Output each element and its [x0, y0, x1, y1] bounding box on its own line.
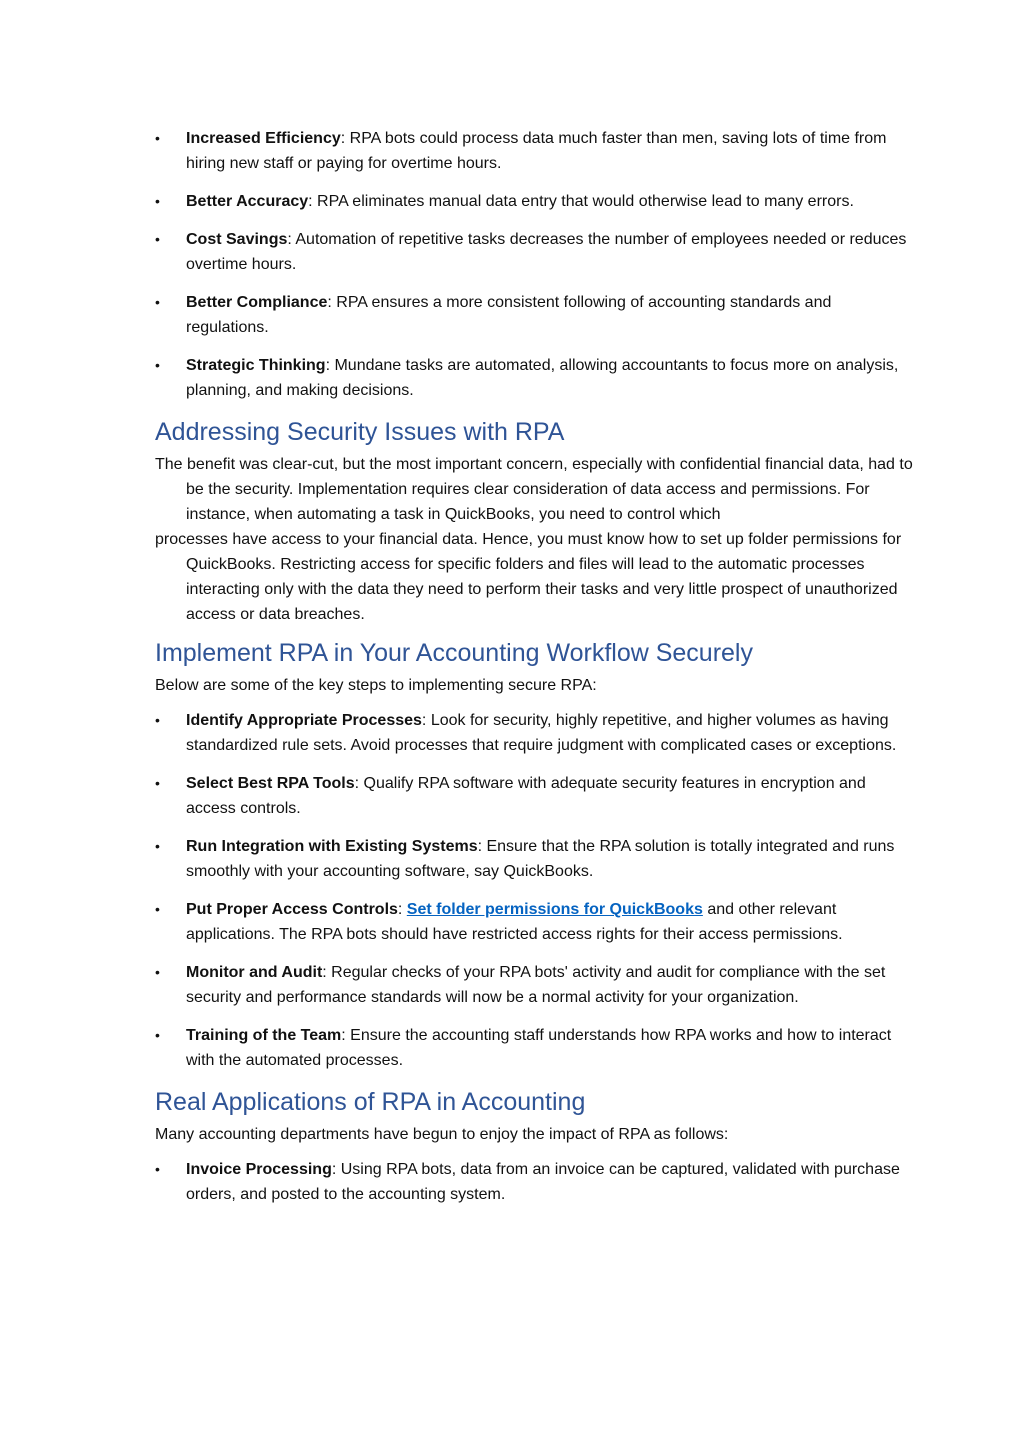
bullet-icon: • — [155, 1027, 160, 1043]
implement-heading: Implement RPA in Your Accounting Workflow Securely — [155, 639, 753, 667]
list-item — [155, 290, 915, 340]
bullet-icon: • — [155, 1161, 160, 1177]
benefits-list — [155, 126, 915, 403]
list-item-term: Cost Savings — [186, 231, 288, 248]
applications-heading: Real Applications of RPA in Accounting — [155, 1088, 586, 1116]
list-item — [155, 1023, 915, 1073]
bullet-icon: • — [155, 130, 160, 146]
list-item-term: Identify Appropriate Processes — [186, 712, 422, 729]
list-item-text: : RPA bots could process data much faster than men, saving lots of time from hiring new staff or paying for overtime hours. — [186, 130, 887, 172]
list-item — [155, 1157, 915, 1207]
bullet-icon: • — [155, 775, 160, 791]
implement-intro: Below are some of the key steps to implementing secure RPA: — [155, 677, 597, 694]
list-item — [155, 708, 915, 758]
list-item-term: Run Integration with Existing Systems — [186, 838, 478, 855]
list-item — [155, 960, 915, 1010]
list-item — [155, 189, 915, 214]
bullet-icon: • — [155, 357, 160, 373]
bullet-icon: • — [155, 964, 160, 980]
bullet-icon: • — [155, 901, 160, 917]
security-heading: Addressing Security Issues with RPA — [155, 418, 565, 446]
list-item-term: Increased Efficiency — [186, 130, 341, 147]
security-paragraph-2: processes have access to your financial data. Hence, you must know how to set up folder permissions for QuickBooks. Restricting access for specific folders and files will lead to the automatic processes interacting only with the data they need to perform their tasks and very little prospect of unauthorized access or data breaches. — [155, 531, 902, 623]
list-item — [155, 353, 915, 403]
list-item-text: : Mundane tasks are automated, allowing accountants to focus more on analysis, planning, and making decisions. — [186, 357, 899, 399]
list-item — [155, 834, 915, 884]
list-item-text: : Regular checks of your RPA bots' activity and audit for compliance with the set security and performance standards will now be a normal activity for your organization. — [186, 964, 886, 1006]
list-item-text: and other relevant applications. The RPA bots should have restricted access rights for their access permissions. — [186, 901, 843, 943]
list-item-term: Select Best RPA Tools — [186, 775, 355, 792]
list-item-text: : Ensure the accounting staff understands how RPA works and how to interact with the automated processes. — [186, 1027, 892, 1069]
bullet-icon: • — [155, 193, 160, 209]
list-item-text: : Ensure that the RPA solution is totally integrated and runs smoothly with your accounting software, say QuickBooks. — [186, 838, 895, 880]
list-item-text: : Qualify RPA software with adequate security features in encryption and access controls. — [186, 775, 866, 817]
applications-intro: Many accounting departments have begun to enjoy the impact of RPA as follows: — [155, 1126, 729, 1143]
list-item-term: Invoice Processing — [186, 1161, 332, 1178]
list-item — [155, 227, 915, 277]
bullet-icon: • — [155, 231, 160, 247]
implement-steps-list — [155, 708, 915, 1073]
list-item-separator: : — [397, 901, 407, 918]
bullet-icon: • — [155, 294, 160, 310]
list-item-text: : Automation of repetitive tasks decreases the number of employees needed or reduces overtime hours. — [186, 231, 907, 273]
list-item — [155, 126, 915, 176]
list-item-text: : RPA eliminates manual data entry that would otherwise lead to many errors. — [308, 193, 854, 210]
list-item-term: Training of the Team — [186, 1027, 342, 1044]
bullet-icon: • — [155, 712, 160, 728]
list-item-text: : Using RPA bots, data from an invoice can be captured, validated with purchase orders, and posted to the accounting system. — [186, 1161, 900, 1203]
list-item — [155, 771, 915, 821]
folder-permissions-link[interactable]: Set folder permissions for QuickBooks — [406, 901, 703, 918]
list-item-term: Better Accuracy — [186, 193, 309, 210]
list-item-term: Strategic Thinking — [186, 357, 326, 374]
list-item-text: : RPA ensures a more consistent following of accounting standards and regulations. — [186, 294, 832, 336]
list-item — [155, 897, 915, 947]
applications-list — [155, 1157, 915, 1207]
document-page — [155, 126, 915, 1220]
bullet-icon: • — [155, 838, 160, 854]
security-paragraph-1: The benefit was clear-cut, but the most important concern, especially with confidential financial data, had to be the security. Implementation requires clear consideration of data access and permissions. For instance, when automating a task in QuickBooks, you need to control which — [155, 456, 913, 523]
list-item-term: Better Compliance — [186, 294, 328, 311]
list-item-term: Put Proper Access Controls — [186, 901, 398, 918]
list-item-term: Monitor and Audit — [186, 964, 323, 981]
list-item-text: : Look for security, highly repetitive, and higher volumes as having standardized rule sets. Avoid processes that require judgment with complicated cases or exceptions. — [186, 712, 897, 754]
